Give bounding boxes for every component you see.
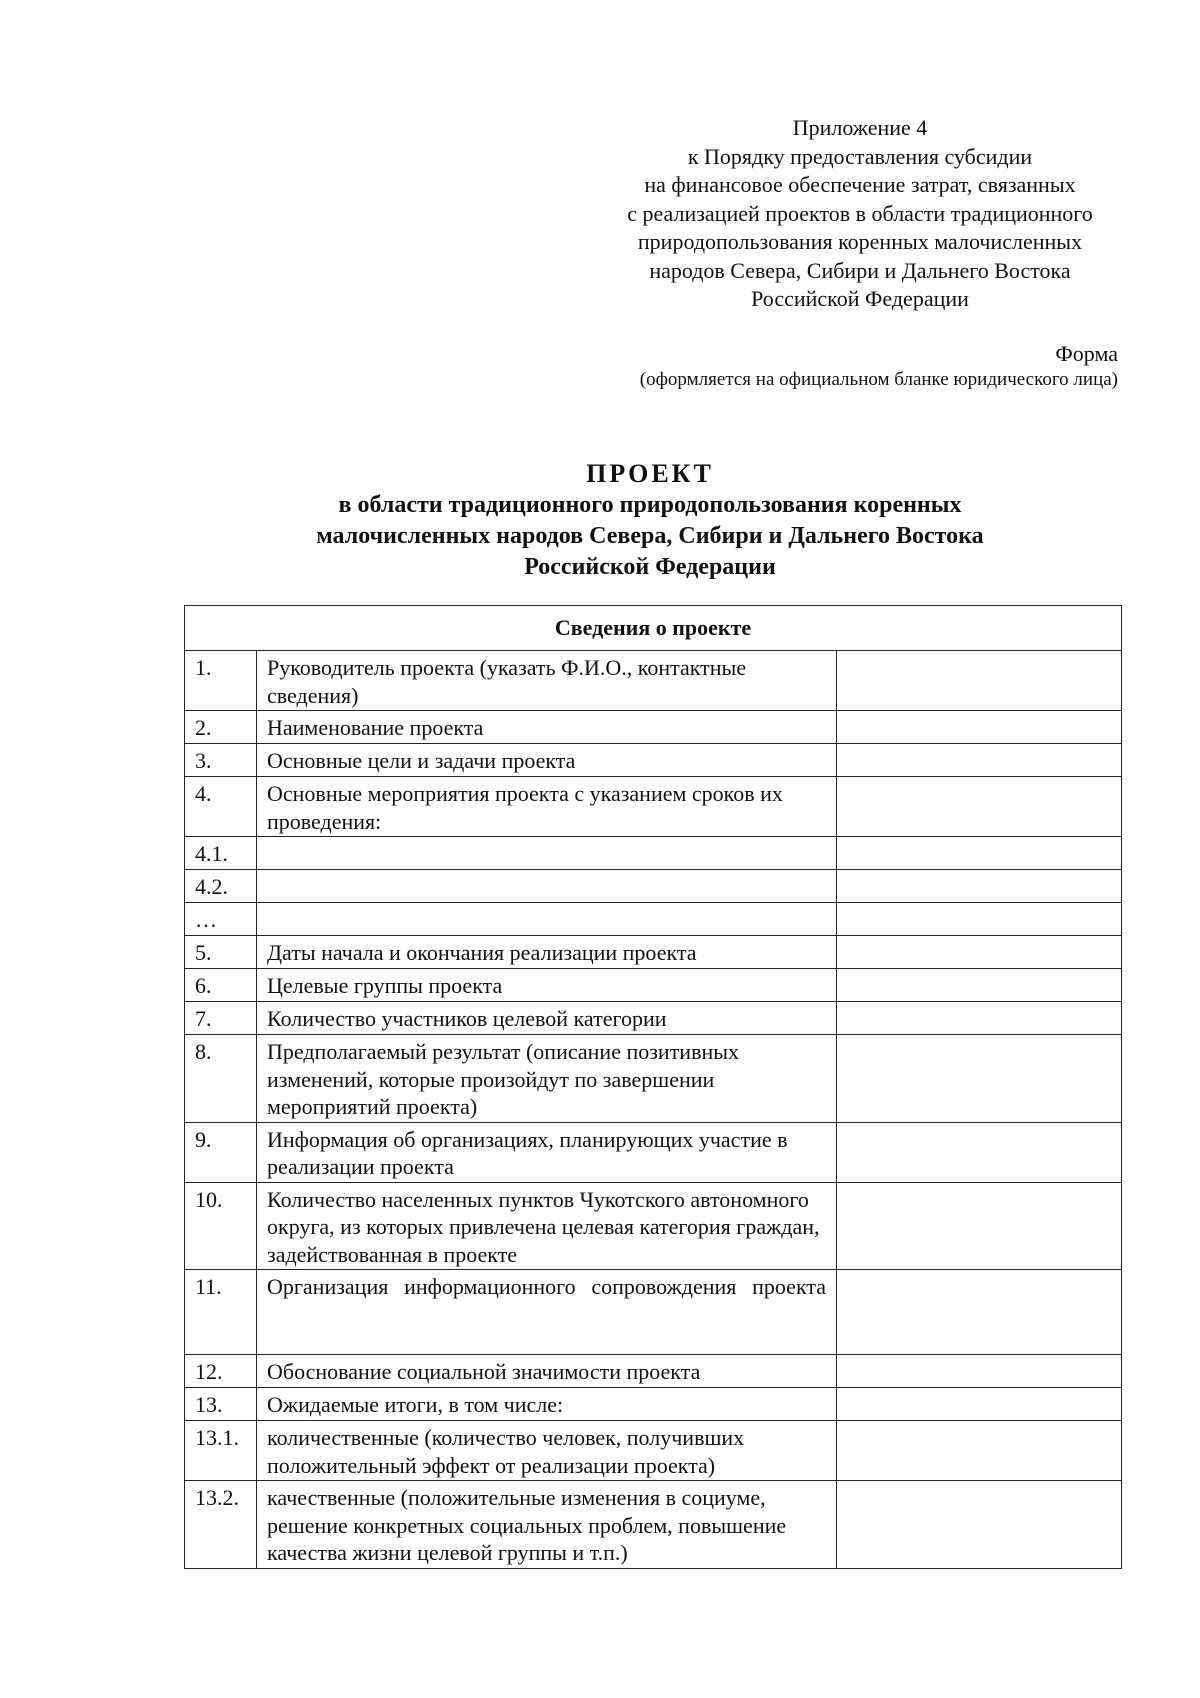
title-subtitle xyxy=(180,490,1120,583)
appendix-line: народов Севера, Сибири и Дальнего Востока xyxy=(649,257,1071,283)
table-row xyxy=(185,1388,1122,1421)
row-description: Даты начала и окончания реализации проекта xyxy=(257,936,837,969)
row-description[interactable] xyxy=(257,837,837,870)
table-row xyxy=(185,777,1122,837)
table-header-row xyxy=(185,606,1122,651)
row-number: 2. xyxy=(185,711,257,744)
title-sub-line: в области традиционного природопользования коренных xyxy=(338,492,962,518)
table-header: Сведения о проекте xyxy=(185,606,1122,651)
row-description: качественные (положительные изменения в социуме, решение конкретных социальных проблем, повышение качества жизни целевой группы и т.п.) xyxy=(257,1481,837,1569)
project-info-table xyxy=(184,605,1122,1569)
row-description: Предполагаемый результат (описание позитивных изменений, которые произойдут по завершении мероприятий проекта) xyxy=(257,1035,837,1123)
row-value-cell[interactable] xyxy=(837,1355,1122,1388)
row-number: 4.2. xyxy=(185,870,257,903)
row-number: 9. xyxy=(185,1122,257,1182)
row-number: 8. xyxy=(185,1035,257,1123)
row-number: 4. xyxy=(185,777,257,837)
row-number: 11. xyxy=(185,1270,257,1355)
row-number: 4.1. xyxy=(185,837,257,870)
table-row xyxy=(185,1355,1122,1388)
row-description: Количество участников целевой категории xyxy=(257,1002,837,1035)
row-number: 6. xyxy=(185,969,257,1002)
row-number: 12. xyxy=(185,1355,257,1388)
table-row xyxy=(185,1002,1122,1035)
row-value-cell[interactable] xyxy=(837,1421,1122,1481)
row-value-cell[interactable] xyxy=(837,837,1122,870)
row-description: Количество населенных пунктов Чукотского автономного округа, из которых привлечена целевая категория граждан, задействованная в проекте xyxy=(257,1182,837,1270)
row-value-cell[interactable] xyxy=(837,1035,1122,1123)
row-description: Организация информационного сопровождения проекта xyxy=(257,1270,837,1355)
table-row xyxy=(185,870,1122,903)
row-description: Информация об организациях, планирующих участие в реализации проекта xyxy=(257,1122,837,1182)
table-row xyxy=(185,1182,1122,1270)
appendix-line: природопользования коренных малочисленных xyxy=(637,229,1083,254)
row-value-cell[interactable] xyxy=(837,1270,1122,1355)
title-sub-line: малочисленных народов Севера, Сибири и Дальнего Востока xyxy=(316,523,984,549)
appendix-line: Российской Федерации xyxy=(751,286,969,311)
table-row xyxy=(185,1481,1122,1569)
row-value-cell[interactable] xyxy=(837,870,1122,903)
row-value-cell[interactable] xyxy=(837,936,1122,969)
table-row xyxy=(185,711,1122,744)
table-row xyxy=(185,1035,1122,1123)
row-value-cell[interactable] xyxy=(837,1481,1122,1569)
row-description: Ожидаемые итоги, в том числе: xyxy=(257,1388,837,1421)
row-number: 13. xyxy=(185,1388,257,1421)
title-main: ПРОЕКТ xyxy=(586,459,714,488)
appendix-line: с реализацией проектов в области традиционного xyxy=(627,200,1093,226)
row-number: 10. xyxy=(185,1182,257,1270)
row-description: количественные (количество человек, получивших положительный эффект от реализации проекта) xyxy=(257,1421,837,1481)
row-number: 13.1. xyxy=(185,1421,257,1481)
form-note: (оформляется на официальном бланке юридического лица) xyxy=(639,369,1118,390)
row-number: 13.2. xyxy=(185,1481,257,1569)
row-number: 5. xyxy=(185,936,257,969)
row-value-cell[interactable] xyxy=(837,903,1122,936)
table-row xyxy=(185,969,1122,1002)
table-row xyxy=(185,1421,1122,1481)
row-value-cell[interactable] xyxy=(837,1182,1122,1270)
row-description: Обоснование социальной значимости проекта xyxy=(257,1355,837,1388)
row-description: Наименование проекта xyxy=(257,711,837,744)
table-row xyxy=(185,936,1122,969)
row-description: Основные цели и задачи проекта xyxy=(257,744,837,777)
row-description[interactable] xyxy=(257,903,837,936)
appendix-line: Приложение 4 xyxy=(792,115,928,140)
row-value-cell[interactable] xyxy=(837,969,1122,1002)
row-number: 7. xyxy=(185,1002,257,1035)
table-row xyxy=(185,744,1122,777)
table-row xyxy=(185,651,1122,711)
row-value-cell[interactable] xyxy=(837,777,1122,837)
table-row xyxy=(185,1270,1122,1355)
row-description[interactable] xyxy=(257,870,837,903)
row-description: Руководитель проекта (указать Ф.И.О., контактные сведения) xyxy=(257,651,837,711)
row-value-cell[interactable] xyxy=(837,651,1122,711)
appendix-line: на финансовое обеспечение затрат, связанных xyxy=(644,172,1076,197)
row-value-cell[interactable] xyxy=(837,1388,1122,1421)
title-sub-line: Российской Федерации xyxy=(524,554,776,580)
row-description: Целевые группы проекта xyxy=(257,969,837,1002)
appendix-heading xyxy=(590,114,1130,314)
table-row xyxy=(185,837,1122,870)
row-description: Основные мероприятия проекта с указанием сроков их проведения: xyxy=(257,777,837,837)
row-number: … xyxy=(185,903,257,936)
row-number: 1. xyxy=(185,651,257,711)
row-value-cell[interactable] xyxy=(837,1002,1122,1035)
row-value-cell[interactable] xyxy=(837,744,1122,777)
row-number: 3. xyxy=(185,744,257,777)
document-title xyxy=(180,458,1120,583)
table-row xyxy=(185,1122,1122,1182)
table-row xyxy=(185,903,1122,936)
form-label: Форма xyxy=(1055,341,1118,366)
appendix-line: к Порядку предоставления субсидии xyxy=(687,143,1033,169)
row-value-cell[interactable] xyxy=(837,1122,1122,1182)
row-value-cell[interactable] xyxy=(837,711,1122,744)
